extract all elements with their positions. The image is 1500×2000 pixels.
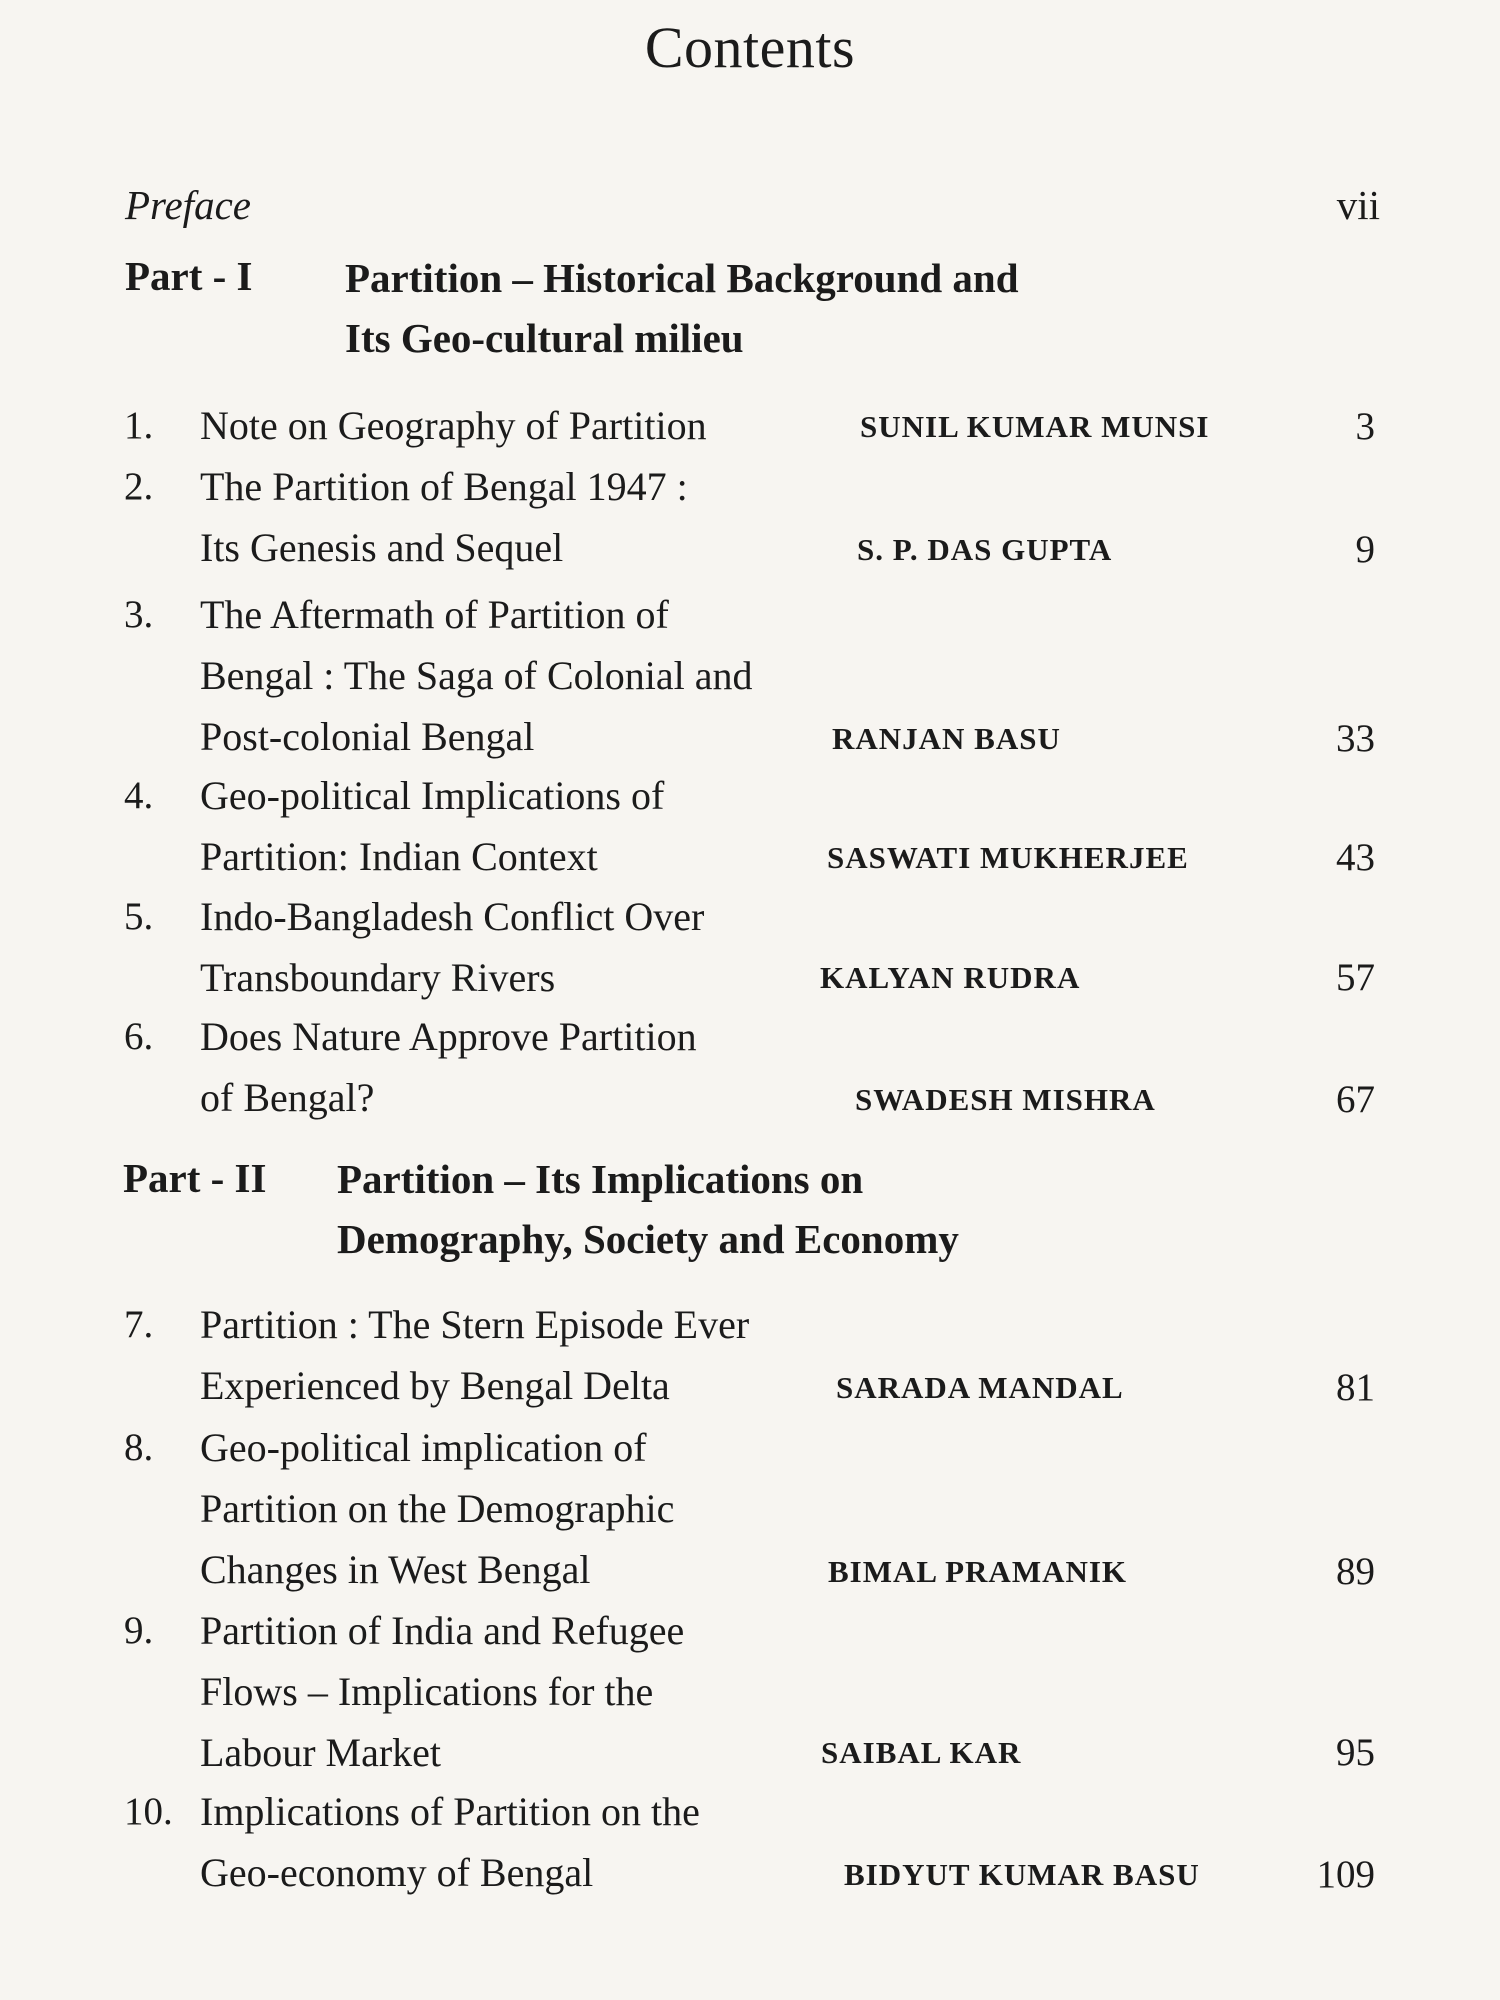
entry-title-line: Partition: Indian Context <box>200 834 598 879</box>
entry-title-line: Bengal : The Saga of Colonial and <box>200 653 753 698</box>
entry-page-number: 43 <box>1336 836 1375 879</box>
entry-page-number: 57 <box>1336 956 1375 999</box>
entry-author: KALYAN RUDRA <box>820 960 1081 995</box>
entry-title-line: Geo-political Implications of <box>200 773 665 818</box>
entry-author: SASWATI MUKHERJEE <box>827 840 1189 875</box>
entry-title[interactable] <box>200 395 707 456</box>
entry-page-number: 9 <box>1355 528 1375 571</box>
entry-page-number: 33 <box>1336 717 1375 760</box>
entry-title-line: Geo-political implication of <box>200 1425 647 1470</box>
entry-author: SAIBAL KAR <box>821 1735 1022 1770</box>
entry-title-line: of Bengal? <box>200 1075 375 1120</box>
entry-title[interactable] <box>200 765 664 887</box>
preface-page-number: vii <box>1336 182 1380 228</box>
entry-number: 5. <box>124 895 154 938</box>
entry-page-number: 3 <box>1355 405 1375 448</box>
entry-title-line: Partition : The Stern Episode Ever <box>200 1302 750 1347</box>
part-2-title <box>337 1149 959 1269</box>
entry-title-line: Does Nature Approve Partition <box>200 1014 697 1059</box>
entry-title-line: Implications of Partition on the <box>200 1789 700 1834</box>
entry-author: BIDYUT KUMAR BASU <box>844 1857 1200 1892</box>
entry-title-line: The Partition of Bengal 1947 : <box>200 464 688 509</box>
entry-title[interactable] <box>200 584 752 767</box>
entry-author: SUNIL KUMAR MUNSI <box>860 409 1210 444</box>
entry-title-line: Note on Geography of Partition <box>200 403 707 448</box>
part-1-title-line: Its Geo-cultural milieu <box>345 315 744 361</box>
entry-author: SWADESH MISHRA <box>855 1082 1156 1117</box>
entry-number: 10. <box>124 1790 173 1833</box>
entry-title-line: Partition on the Demographic <box>200 1486 675 1531</box>
entry-title-line: Indo-Bangladesh Conflict Over <box>200 894 705 939</box>
entry-title-line: Flows – Implications for the <box>200 1669 654 1714</box>
entry-title-line: Labour Market <box>200 1730 442 1775</box>
page-title: Contents <box>644 15 856 80</box>
entry-number: 6. <box>124 1015 154 1058</box>
entry-title[interactable] <box>200 886 704 1008</box>
entry-title[interactable] <box>200 1781 700 1903</box>
entry-page-number: 81 <box>1336 1366 1375 1409</box>
entry-number: 7. <box>124 1303 154 1346</box>
part-1-title <box>345 248 1019 368</box>
part-2-title-line: Partition – Its Implications on <box>337 1156 864 1202</box>
entry-title[interactable] <box>200 1417 674 1600</box>
part-1-title-line: Partition – Historical Background and <box>345 255 1019 301</box>
entry-number: 4. <box>124 774 154 817</box>
entry-title[interactable] <box>200 456 688 578</box>
entry-number: 2. <box>124 465 154 508</box>
part-1-label: Part - I <box>125 253 253 299</box>
entry-title-line: Experienced by Bengal Delta <box>200 1363 670 1408</box>
entry-title-line: Post-colonial Bengal <box>200 714 535 759</box>
entry-page-number: 89 <box>1336 1550 1375 1593</box>
entry-page-number: 109 <box>1316 1853 1375 1896</box>
entry-page-number: 95 <box>1336 1731 1375 1774</box>
entry-number: 8. <box>124 1426 154 1469</box>
entry-title-line: Its Genesis and Sequel <box>200 525 564 570</box>
entry-title[interactable] <box>200 1600 684 1783</box>
preface-label[interactable]: Preface <box>125 182 251 228</box>
part-2-title-line: Demography, Society and Economy <box>337 1216 959 1262</box>
entry-title-line: Geo-economy of Bengal <box>200 1850 594 1895</box>
entry-author: SARADA MANDAL <box>836 1370 1124 1405</box>
entry-author: RANJAN BASU <box>832 721 1061 756</box>
entry-title-line: Changes in West Bengal <box>200 1547 591 1592</box>
entry-title[interactable] <box>200 1294 749 1416</box>
entry-title-line: The Aftermath of Partition of <box>200 592 669 637</box>
entry-number: 1. <box>124 404 154 447</box>
entry-title[interactable] <box>200 1006 697 1128</box>
entry-page-number: 67 <box>1336 1078 1375 1121</box>
entry-author: BIMAL PRAMANIK <box>828 1554 1128 1589</box>
part-2-label: Part - II <box>123 1155 267 1201</box>
entry-number: 9. <box>124 1609 154 1652</box>
entry-author: S. P. DAS GUPTA <box>857 532 1113 567</box>
entry-number: 3. <box>124 593 154 636</box>
entry-title-line: Partition of India and Refugee <box>200 1608 685 1653</box>
entry-title-line: Transboundary Rivers <box>200 955 556 1000</box>
